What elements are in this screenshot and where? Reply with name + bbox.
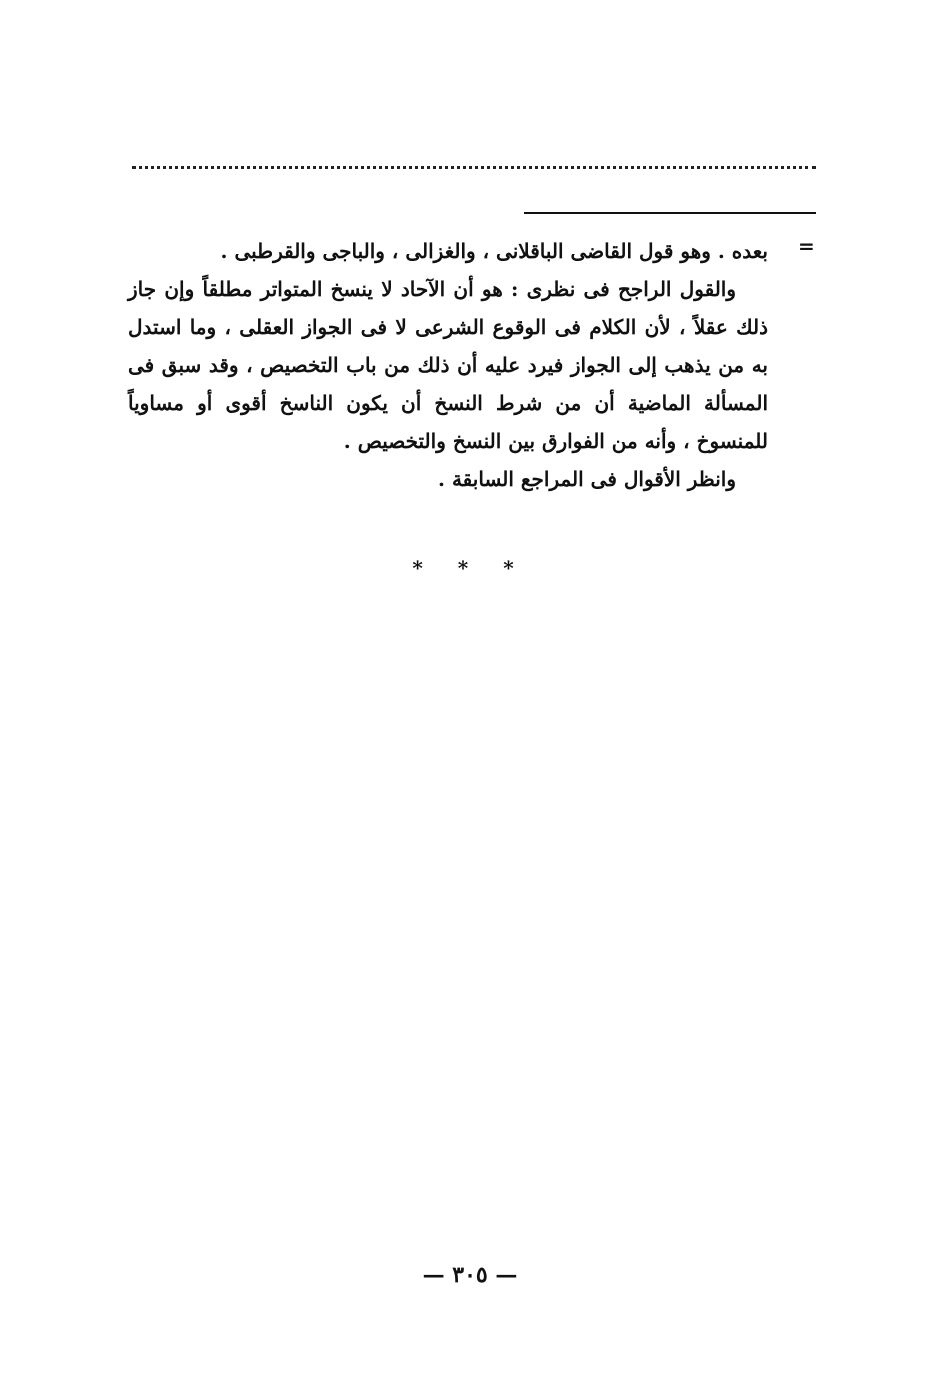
page-number: — ٣٠٥ —: [422, 1262, 518, 1288]
section-separator: * * *: [412, 556, 528, 580]
footnote-paragraph-3: وانظر الأقوال فى المراجع السابقة .: [438, 467, 736, 491]
footnote-paragraph-1: بعده . وهو قول القاضى الباقلانى ، والغزالى ، والباجى والقرطبى .: [220, 239, 768, 263]
footnote-paragraph-2: والقول الراجح فى نظرى : هو أن الآحاد لا ينسخ المتواتر مطلقاً وإن جاز ذلك عقلاً ، لأن الكلام فى الوقوع الشرعى لا فى الجواز العقلى ، وما استدل به من يذهب إلى الجواز فيرد عليه أن ذلك من باب التخصيص ، وقد سبق فى المسألة الماضية أن من شرط النسخ أن يكون الناسخ أقوى أو مساوياً للمنسوخ ، وأنه من الفوارق بين النسخ والتخصيص .: [128, 277, 768, 453]
dotted-separator-line: [132, 166, 816, 169]
footnote-rule: [524, 212, 816, 214]
continuation-mark: =: [798, 234, 815, 258]
footnote-block: [128, 232, 768, 498]
